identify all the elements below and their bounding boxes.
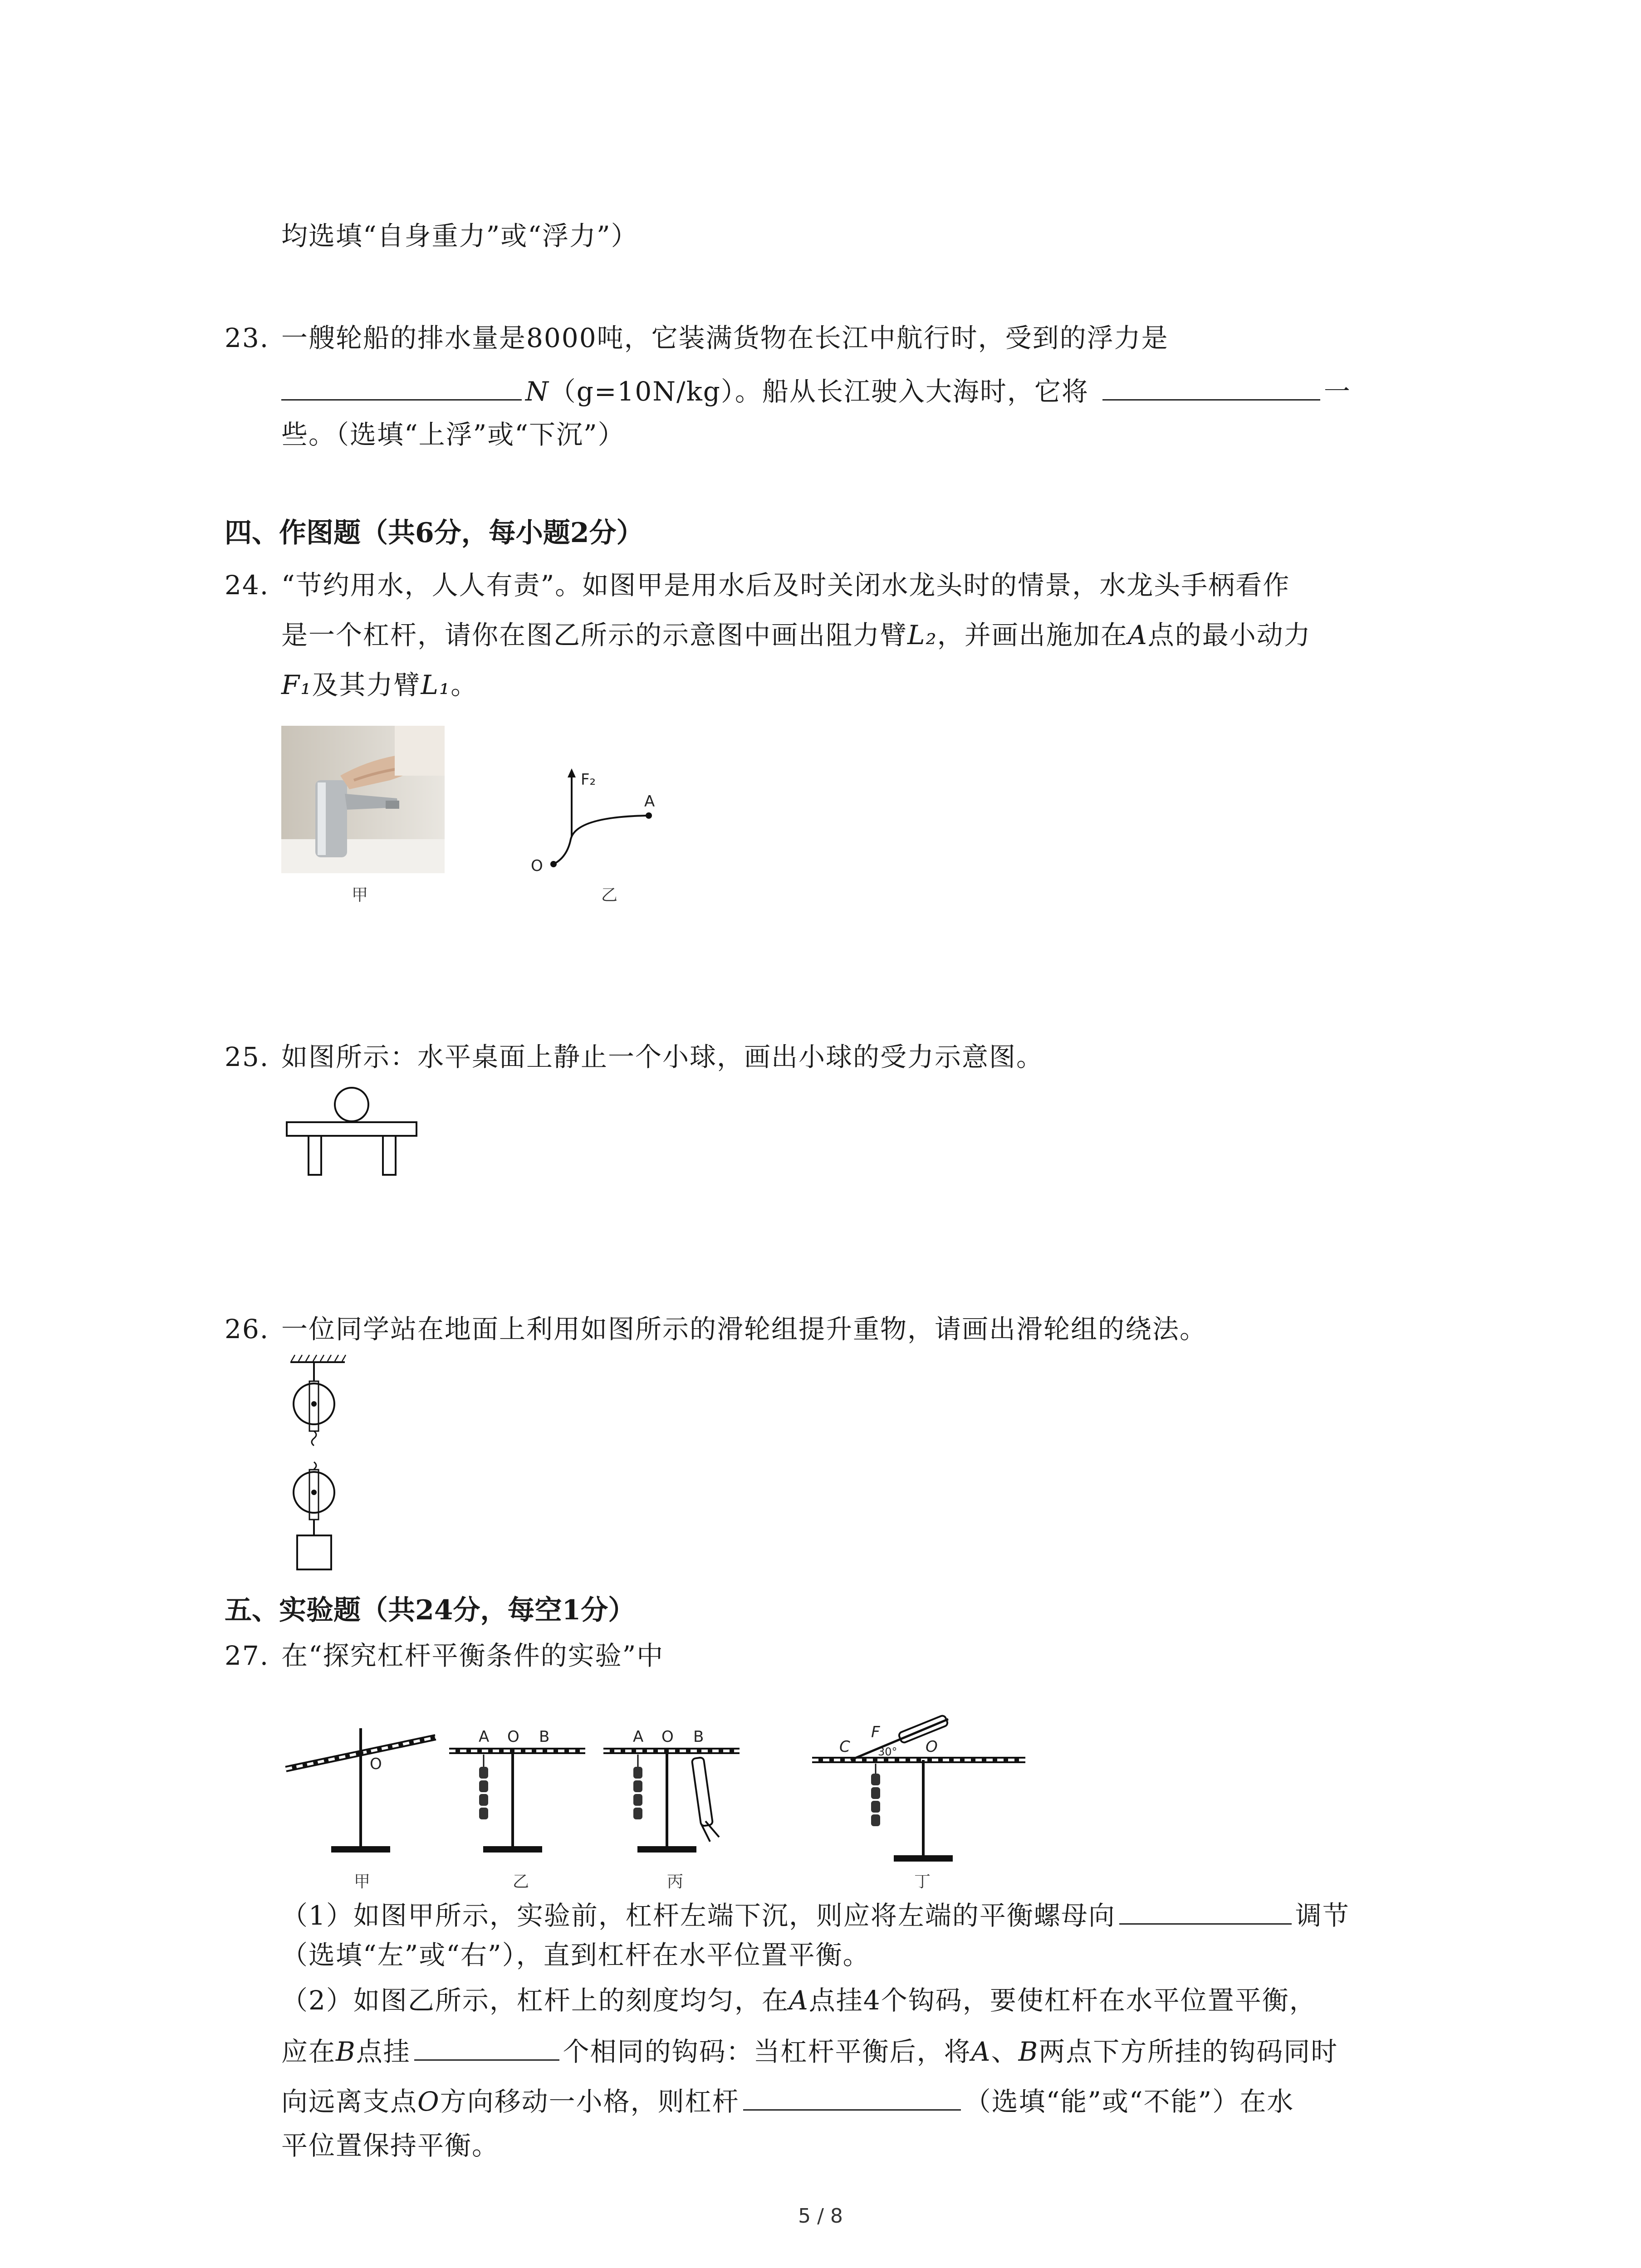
q27-p2-line2a: 应在: [281, 2036, 336, 2067]
q27-caption-jia: 甲: [354, 1872, 371, 1891]
weight-block: [297, 1535, 331, 1569]
lever-fig-ding: [812, 1715, 1025, 1862]
label-A: A: [644, 792, 655, 811]
label-F2: F₂: [581, 771, 596, 789]
table-leg-left: [309, 1136, 321, 1175]
q25-text: 如图所示：水平桌面上静止一个小球，画出小球的受力示意图。: [281, 1041, 1044, 1072]
q24-line2a: 是一个杠杆，请你在图乙所示的示意图中画出阻力臂: [281, 620, 908, 650]
ding-label-F: F: [871, 1723, 880, 1741]
q23-line1: 一艘轮船的排水量是8000吨，它装满货物在长江中航行时，受到的浮力是: [281, 323, 1169, 353]
q23-line2: [281, 372, 1351, 410]
q24-number: 24.: [225, 570, 269, 601]
q24-line1: “节约用水，人人有责”。如图甲是用水后及时关闭水龙头时的情景，水龙头手柄看作: [281, 570, 1290, 601]
q27-blank-can-balance[interactable]: [743, 2082, 961, 2111]
q27-number: 27.: [225, 1640, 269, 1671]
q27-caption-bing: 丙: [667, 1872, 684, 1891]
ball-on-table-diagram: [281, 1084, 422, 1179]
q24-line2c: 点的最小动力: [1147, 620, 1311, 650]
q27-caption-ding: 丁: [914, 1872, 931, 1891]
q27-p2-line1a: （2）如图乙所示，杠杆上的刻度均匀，在: [281, 1985, 789, 2016]
q24-L1: L₁: [421, 670, 451, 700]
bing-label-B: B: [693, 1728, 704, 1746]
q23-g-expr: （g=10N/kg）。船从长江驶入大海时，它将: [549, 376, 1089, 407]
q27-p2-line2e: 两点下方所挂的钩码同时: [1038, 2036, 1338, 2067]
section-4-title: 四、作图题（共6分，每小题2分）: [225, 517, 644, 549]
yi-label-B: B: [539, 1728, 550, 1746]
q27-p2-line2c: 个相同的钩码：当杠杆平衡后，将: [563, 2036, 971, 2067]
q27-p2-B2: B: [1018, 2036, 1039, 2067]
q27-p2-A2: A: [971, 2036, 991, 2067]
q23-tail1: 一: [1323, 376, 1351, 407]
bing-label-A: A: [633, 1728, 644, 1746]
q27-intro: 在“探究杠杆平衡条件的实验”中: [281, 1640, 664, 1671]
q24-F1: F₁: [281, 670, 312, 700]
q24-L2: L₂: [907, 620, 937, 650]
label-O: O: [531, 857, 543, 875]
q27-p2-line2b: 点挂: [356, 2036, 411, 2067]
q27-p2-A: A: [789, 1985, 809, 2016]
q24-A: A: [1127, 620, 1148, 650]
section-5-title: 五、实验题（共24分，每空1分）: [225, 1594, 636, 1626]
svg-text:O: O: [370, 1755, 382, 1773]
q24-line3a: 及其力臂: [312, 670, 421, 700]
q27-p1-line1a: （1）如图甲所示，实验前，杠杆左端下沉，则应将左端的平衡螺母向: [281, 1900, 1116, 1931]
page-number: 5 / 8: [798, 2204, 843, 2228]
q27-blank-hook-count[interactable]: [414, 2032, 559, 2061]
caption-jia: 甲: [352, 886, 368, 904]
q24-line2b: ，并画出施加在: [937, 620, 1128, 650]
q27-blank-direction[interactable]: [1119, 1896, 1292, 1925]
q27-p2-line3a: 向远离支点: [281, 2086, 418, 2117]
q27-p2-O: O: [417, 2086, 440, 2117]
q27-p2-line3b: 方向移动一小格，则杠杆: [440, 2086, 740, 2117]
q24-line3b: 。: [451, 670, 478, 700]
ball: [335, 1088, 368, 1121]
q23-number: 23.: [225, 323, 269, 353]
bing-label-O: O: [661, 1728, 674, 1746]
q27-p2-line3: [281, 2082, 1294, 2120]
lever-fig-bing: [603, 1728, 740, 1853]
q27-p1-line2: （选填“左”或“右”），直到杠杆在水平位置平衡。: [281, 1940, 870, 1970]
q24-line2: [281, 617, 1311, 653]
q27-p2-line2: [281, 2032, 1338, 2070]
ding-label-O: O: [926, 1738, 938, 1756]
q27-p2-line1: [281, 1982, 1317, 2019]
q27-p2-B: B: [336, 2036, 356, 2067]
lever-fig-jia: [286, 1728, 436, 1853]
q24-line3: [281, 667, 478, 703]
lever-diagram-yi: [513, 767, 712, 880]
q22-tail: 均选填“自身重力”或“浮力”）: [281, 220, 638, 251]
ding-label-angle: 30°: [878, 1745, 897, 1758]
q27-p1-line1: [281, 1896, 1350, 1934]
table-leg-right: [383, 1136, 396, 1175]
q25-number: 25.: [225, 1041, 269, 1072]
lever-experiment-figures: [277, 1715, 1039, 1873]
lever-fig-yi: [449, 1728, 585, 1853]
q23-unit: N: [525, 376, 549, 407]
q27-p2-line4: 平位置保持平衡。: [281, 2130, 500, 2161]
yi-label-A: A: [479, 1728, 490, 1746]
q23-blank-float-sink[interactable]: [1102, 372, 1320, 401]
faucet-photo: [281, 726, 445, 873]
q23-blank-buoyancy[interactable]: [281, 372, 522, 401]
q26-text: 一位同学站在地面上利用如图所示的滑轮组提升重物，请画出滑轮组的绕法。: [281, 1314, 1207, 1344]
caption-yi: 乙: [601, 886, 618, 904]
ding-label-C: C: [839, 1738, 850, 1756]
q27-caption-yi: 乙: [513, 1872, 529, 1891]
table-top: [287, 1122, 416, 1136]
q26-number: 26.: [225, 1314, 269, 1344]
q27-p2-line3c: （选填“能”或“不能”）在水: [964, 2086, 1294, 2117]
yi-label-O: O: [507, 1728, 519, 1746]
q27-p2-line2d: 、: [991, 2036, 1019, 2067]
q23-line3: 些。（选填“上浮”或“下沉”）: [281, 419, 625, 450]
q27-p2-line1b: 点挂4个钩码，要使杠杆在水平位置平衡，: [808, 1985, 1317, 2016]
q27-p1-line1b: 调节: [1295, 1900, 1350, 1931]
pulley-system-diagram: [281, 1354, 363, 1581]
